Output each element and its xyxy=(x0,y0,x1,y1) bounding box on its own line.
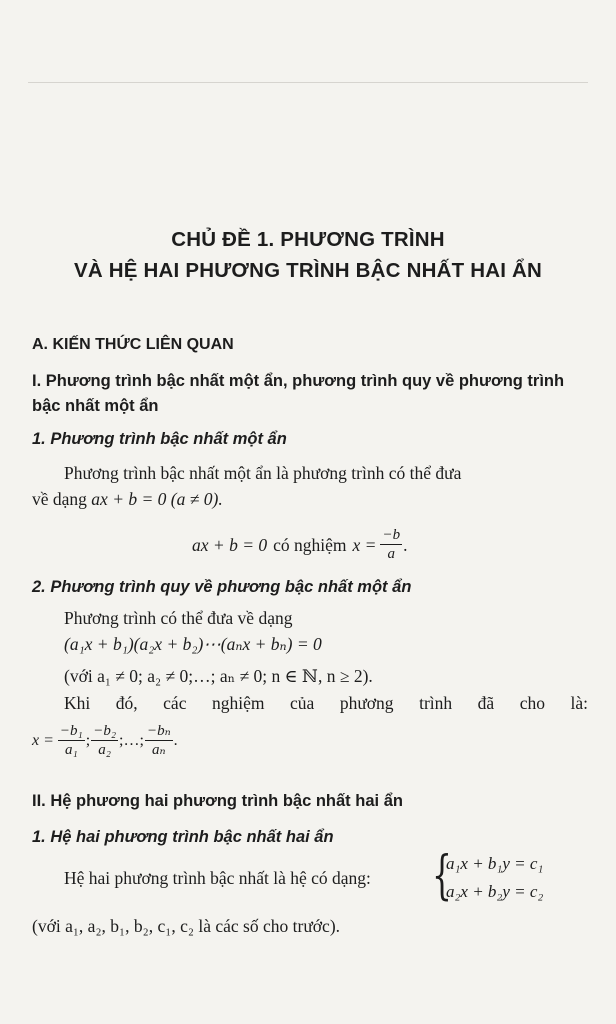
subsection-ii-1-heading: 1. Hệ hai phương trình bậc nhất hai ẩn xyxy=(32,828,334,846)
solution-fraction-2-den: a₂ xyxy=(98,742,111,758)
paragraph-1-line1: Phương trình bậc nhất một ẩn là phương trình có thể đưa xyxy=(64,463,462,483)
p3-word: đã xyxy=(477,693,495,713)
solution-fraction-2-num: −b₂ xyxy=(93,723,117,739)
solution-fraction-n-den: aₙ xyxy=(152,742,166,758)
subsection-2-heading: 2. Phương trình quy về phương bậc nhất một ẩn xyxy=(32,578,412,596)
section-i-heading: I. Phương trình bậc nhất một ẩn, phương trình quy về phương trình bậc nhất một ẩn xyxy=(32,372,565,415)
separator: ; xyxy=(119,731,124,749)
section-a-heading: A. KIẾN THỨC LIÊN QUAN xyxy=(32,336,234,353)
system-equation-2: a₂x + b₂y = c₂ xyxy=(446,882,544,901)
equation-system xyxy=(432,846,582,908)
section-ii-heading: II. Hệ phương hai phương trình bậc nhất hai ẩn xyxy=(32,792,403,810)
p3-word: nghiệm xyxy=(211,693,265,713)
chapter-title-line1: CHỦ ĐỀ 1. PHƯƠNG TRÌNH xyxy=(171,228,445,251)
solution-x: x = xyxy=(32,731,54,749)
system-equation-1: a₁x + b₁y = c₁ xyxy=(446,854,544,873)
solution-fraction-2 xyxy=(91,722,118,759)
paragraph-2-condition: (với a₁ ≠ 0; a₂ ≠ 0;…; aₙ ≠ 0; n ∈ ℕ, n ≥ 2). xyxy=(64,666,373,686)
paragraph-1-prefix: về dạng xyxy=(32,489,92,509)
paragraph-1-math: ax + b = 0 (a ≠ 0). xyxy=(91,489,223,509)
solution-fraction-n-num: −bₙ xyxy=(146,723,171,739)
separator: ; xyxy=(139,731,144,749)
p3-word: Khi xyxy=(64,693,91,713)
p3-word: cho xyxy=(519,693,545,713)
paragraph-5: (với a₁, a₂, b₁, b₂, c₁, c₂ là các số cho trước). xyxy=(32,916,341,936)
separator: ; xyxy=(85,731,91,749)
equation-1: ax + b = 0 có nghiệm x = $\frac{-b}{a}$ . xyxy=(192,527,408,562)
brace-icon: { xyxy=(432,846,452,906)
solution-end: . xyxy=(173,731,178,749)
p3-word: phương xyxy=(339,693,394,713)
solution-line xyxy=(32,722,178,759)
paragraph-1-line2 xyxy=(32,485,223,513)
paragraph-2-line1: Phương trình có thể đưa về dạng xyxy=(64,608,293,628)
p3-word: là: xyxy=(570,693,588,713)
solution-fraction-1 xyxy=(58,722,85,759)
p3-word: các xyxy=(163,693,187,713)
equation-1-denominator: a xyxy=(387,546,396,562)
paragraph-2-math: (a₁x + b₁)(a₂x + b₂)⋯(aₙx + bₙ) = 0 xyxy=(64,634,322,654)
equation-1-x: x = xyxy=(352,534,377,555)
p3-word: của xyxy=(290,693,315,713)
ellipsis: … xyxy=(123,731,140,749)
running-header-rule xyxy=(28,82,588,83)
p3-word: đó, xyxy=(115,693,138,713)
solution-fraction-n xyxy=(145,722,173,759)
subsection-1-heading: 1. Phương trình bậc nhất một ẩn xyxy=(32,430,287,448)
chapter-title-line2: VÀ HỆ HAI PHƯƠNG TRÌNH BẬC NHẤT HAI ẨN xyxy=(73,259,543,282)
equation-1-fraction xyxy=(380,526,402,563)
equation-1-left: ax + b = 0 xyxy=(192,534,268,555)
paragraph-4: Hệ hai phương trình bậc nhất là hệ có dạng: xyxy=(64,868,371,888)
equation-1-mid: có nghiệm xyxy=(273,534,347,555)
solution-fraction-1-num: −b₁ xyxy=(59,723,83,739)
paragraph-3-line1 xyxy=(32,693,588,714)
p3-word: trình xyxy=(419,693,453,713)
equation-1-numerator: −b xyxy=(382,527,401,543)
solution-fraction-1-den: a₁ xyxy=(64,742,78,758)
